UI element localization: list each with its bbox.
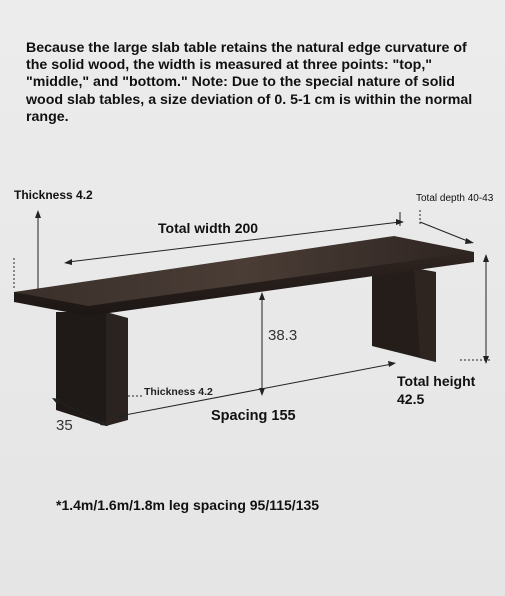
total-width-label: Total width 200 xyxy=(158,220,259,236)
total-height-value: 42.5 xyxy=(397,391,425,407)
thickness-top-label: Thickness 4.2 xyxy=(14,188,93,202)
thickness-leg-label: Thickness 4.2 xyxy=(144,386,213,398)
right-leg xyxy=(372,268,436,362)
total-height-label: Total height xyxy=(397,373,476,389)
footnote-text: *1.4m/1.6m/1.8m leg spacing 95/115/135 xyxy=(56,497,320,513)
left-leg xyxy=(56,312,128,426)
spacing-label: Spacing 155 xyxy=(211,408,296,424)
description-text: Because the large slab table retains the natural edge curvature of the solid wood, the width is measured at three points: "top," "middle," and "bottom." Note: Due to the special nature of solid wood slab tables, a size deviation of 0. 5-1 cm is within the normal range. xyxy=(26,40,473,125)
height-under-label: 38.3 xyxy=(268,327,298,344)
leg-depth-label: 35 xyxy=(56,417,73,434)
total-depth-label: Total depth 40-43 xyxy=(416,193,494,204)
